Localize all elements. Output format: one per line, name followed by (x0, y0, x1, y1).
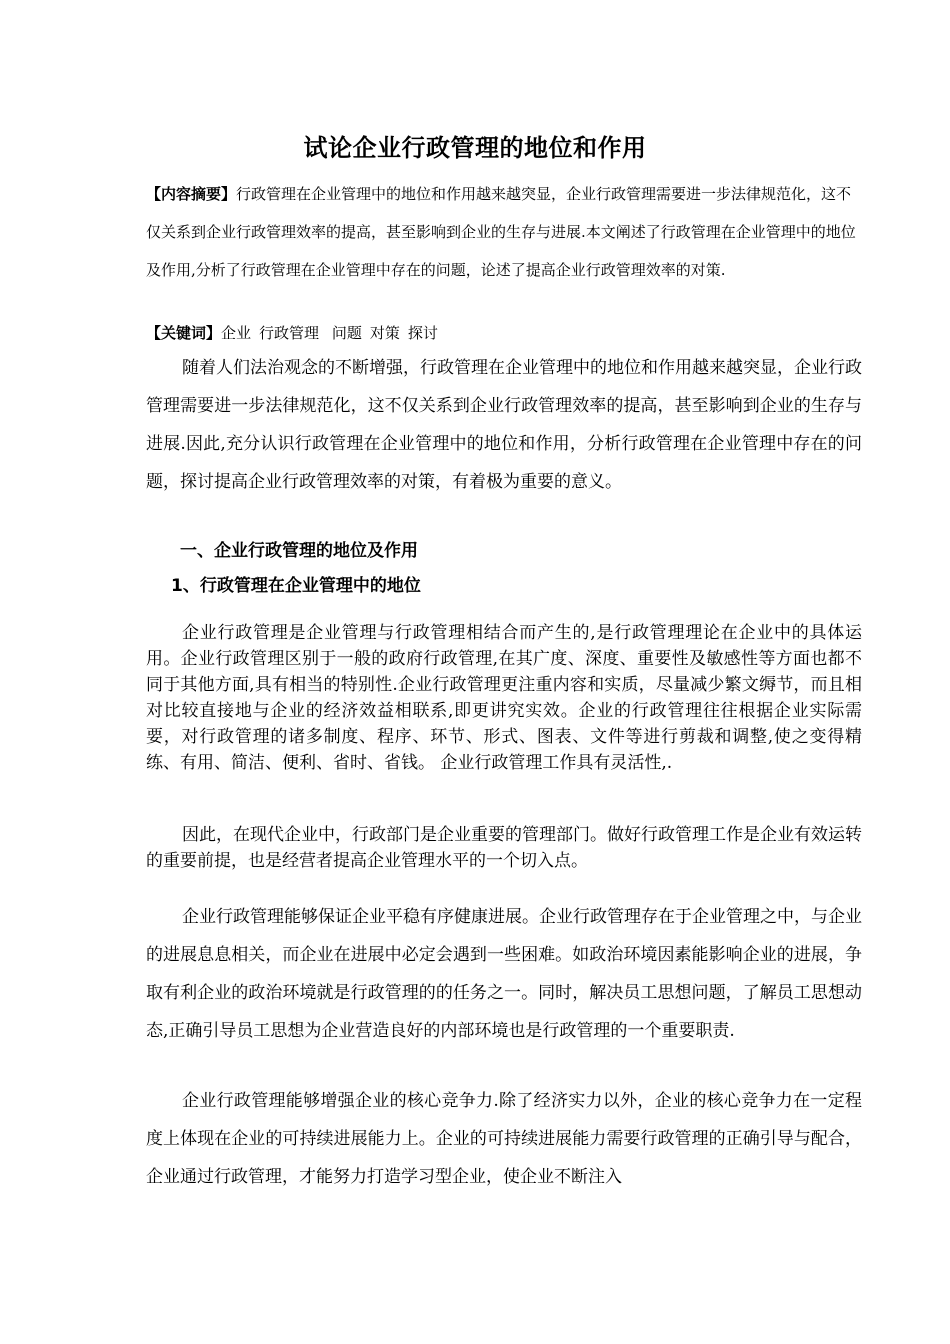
keyword-item: 行政管理 (259, 324, 324, 342)
keywords-label: 【关键词】 (146, 324, 222, 342)
body-paragraph: 企业行政管理能够保证企业平稳有序健康进展。企业行政管理存在于企业管理之中，与企业的进展息息相关，而企业在进展中必定会遇到一些困难。如政治环境因素能影响企业的进展，争取有利企业的政治环境就是行政管理的的任务之一。同时，解决员工思想问题，了解员工思想动态,正确引导员工思想为企业营造良好的内部环境也是行政管理的一个重要职责. (146, 907, 862, 1041)
intro-paragraph: 随着人们法治观念的不断增强，行政管理在企业管理中的地位和作用越来越突显，企业行政管理需要进一步法律规范化，这不仅关系到企业行政管理效率的提高，甚至影响到企业的生存与进展.因此,充分认识行政管理在企业管理中的地位和作用，分析行政管理在企业管理中存在的问题，探讨提高企业行政管理效率的对策，有着极为重要的意义。 (146, 358, 862, 492)
section-heading: 一、企业行政管理的地位及作用 (180, 541, 418, 561)
keyword-item: 对策 (369, 324, 400, 342)
body-paragraph: 企业行政管理是企业管理与行政管理相结合而产生的,是行政管理理论在企业中的具体运用。企业行政管理区别于一般的政府行政管理,在其广度、深度、重要性及敏感性等方面也都不同于其他方面,具有相当的特别性.企业行政管理更注重内容和实质，尽量减少繁文缛节，而且相对比较直接地与企业的经济效益相联系,即更讲究实效。企业的行政管理往往根据企业实际需要，对行政管理的诸多制度、程序、环节、形式、图表、文件等进行剪裁和调整,使之变得精练、有用、简洁、便利、省时、省钱。 企业行政管理工作具有灵活性,. (146, 623, 862, 773)
keywords (146, 320, 858, 346)
abstract-text: 行政管理在企业管理中的地位和作用越来越突显，企业行政管理需要进一步法律规范化，这不仅关系到企业行政管理效率的提高，甚至影响到企业的生存与进展.本文阐述了行政管理在企业管理中的地位及作用,分析了行政管理在企业管理中存在的问题，论述了提高企业行政管理效率的对策. (146, 185, 856, 279)
keyword-item: 企业 (221, 324, 252, 342)
subsection-heading: 1、行政管理在企业管理中的地位 (171, 576, 421, 596)
abstract-label: 【内容摘要】 (146, 185, 237, 203)
document-title: 试论企业行政管理的地位和作用 (303, 134, 647, 162)
body-paragraph: 因此，在现代企业中，行政部门是企业重要的管理部门。做好行政管理工作是企业有效运转的重要前提，也是经营者提高企业管理水平的一个切入点。 (146, 825, 862, 871)
body-paragraph: 企业行政管理能够增强企业的核心竞争力.除了经济实力以外，企业的核心竞争力在一定程度上体现在企业的可持续进展能力上。企业的可持续进展能力需要行政管理的正确引导与配合，企业通过行政管理，才能努力打造学习型企业，使企业不断注入 (146, 1091, 862, 1187)
abstract (146, 175, 858, 289)
keyword-item: 问题 (331, 324, 362, 342)
keyword-item: 探讨 (407, 324, 438, 342)
